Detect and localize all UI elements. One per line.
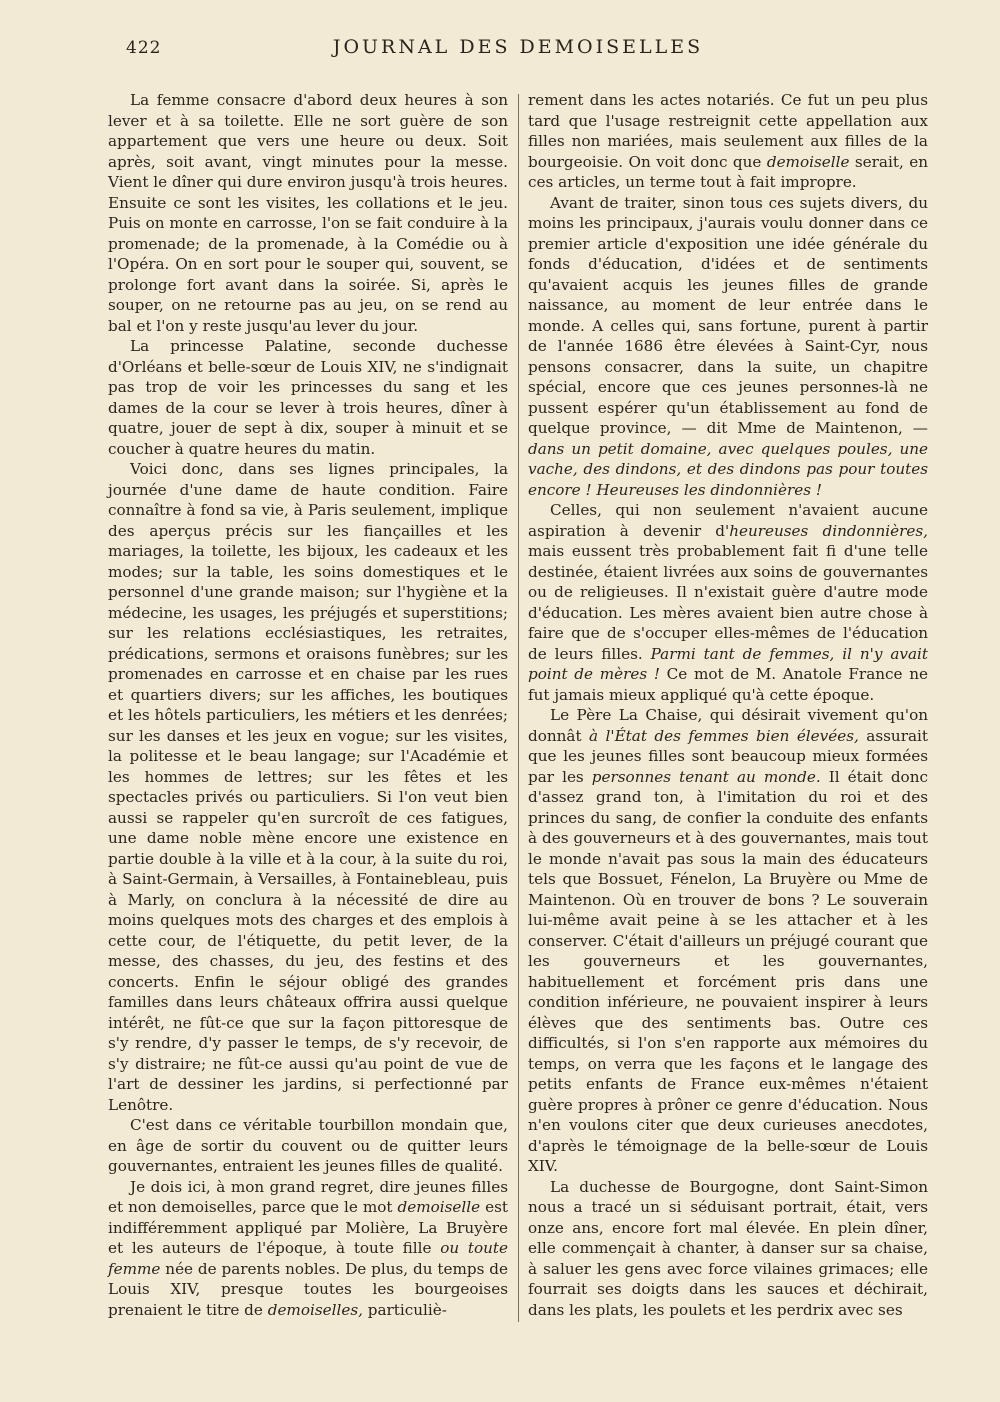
italic-text: personnes tenant au monde. xyxy=(591,767,821,786)
text-segment: mais eussent très probablement fait fi d'une telle destinée, étaient livrées aux soins de gouvernantes ou de religieuses. Il n'existait guère d'autre mode d'éducation. Les mères avaient bien autre chose à faire que de s'occuper elles-mêmes de l'éducation de leurs filles. xyxy=(528,542,928,663)
paragraph xyxy=(108,1115,508,1177)
paragraph xyxy=(528,90,928,193)
italic-text: heureuses dindonnières, xyxy=(729,521,928,540)
italic-text: à l'État des femmes bien élevées, xyxy=(589,726,859,745)
paragraph xyxy=(108,1177,508,1321)
left-column xyxy=(108,90,508,1320)
paragraph xyxy=(108,336,508,459)
text-segment: Le Père La Chaise, qui désirait vivement qu'on donnât xyxy=(528,706,928,745)
italic-text: Parmi tant de femmes, il n'y avait point de mères ! xyxy=(528,644,928,683)
text-segment: Voici donc, dans ses lignes principales, la journée d'une dame de haute condition. Faire connaître à fond sa vie, à Paris seulement, implique des aperçus précis sur les fiançailles et les mariages, la toilette, les bijoux, les cadeaux et les modes; sur la table, les soins domestiques et le personnel d'une grande maison; sur l'hygiène et la médecine, les usages, les préjugés et superstitions; sur les relations ecclésiastiques, les retraites, prédications, sermons et oraisons funèbres; sur les promenades en carrosse et en chaise par les rues et quartiers divers; sur les affiches, les boutiques et les hôtels particuliers, les métiers et les denrées; sur les danses et les jeux en vogue; sur les visites, la politesse et le beau langage; sur l'Académie et les hommes de lettres; sur les fêtes et les spectacles privés ou particuliers. Si l'on veut bien aussi se rappeler qu'en surcroît de ces fatigues, une dame noble mène encore une existence en partie double à la ville et à la cour, à la suite du roi, à Saint-Germain, à Versailles, à Fontainebleau, puis à Marly, on conclura à la nécessité de dire au moins quelques mots des charges et des emplois à cette cour, de l'étiquette, du petit lever, de la messe, des chasses, du jeu, des festins et des concerts. Enfin le séjour obligé des grandes familles dans leurs châteaux offrira aussi quelque intérêt, ne fût-ce que sur la façon pittoresque de s'y rendre, d'y passer le temps, de s'y recevoir, de s'y distraire; ne fût-ce aussi qu'au point de vue de l'art de dessiner les jardins, si perfectionné par Lenôtre. xyxy=(108,460,508,1114)
column-divider xyxy=(518,94,519,1322)
text-segment: est indifféremment appliqué par Molière, La Bruyère et les auteurs de l'époque, à toute fille xyxy=(108,1198,509,1257)
italic-text: demoiselle xyxy=(766,152,850,171)
paragraph xyxy=(528,500,928,705)
italic-text: ou toute femme xyxy=(108,1239,508,1278)
italic-text: demoiselles, xyxy=(267,1300,363,1319)
right-column xyxy=(528,90,928,1320)
text-segment: Ce mot de M. Anatole France ne fut jamais mieux appliqué qu'à cette époque. xyxy=(528,665,928,704)
italic-text: dans un petit domaine, avec quelques poules, une vache, des dindons, et des dindons pas pour toutes encore ! Heureuses les dindonnières ! xyxy=(528,439,928,499)
journal-title: JOURNAL DES DEMOISELLES xyxy=(332,36,704,58)
text-segment: Celles, qui non seulement n'avaient aucune aspiration à devenir d' xyxy=(528,501,928,540)
paragraph xyxy=(528,193,928,501)
text-segment: La princesse Palatine, seconde duchesse d'Orléans et belle-sœur de Louis XIV, ne s'indignait pas trop de voir les princesses du sang et les dames de la cour se lever à trois heures, dîner à quatre, jouer de sept à dix, souper à minuit et se coucher à quatre heures du matin. xyxy=(108,337,508,458)
page-number: 422 xyxy=(126,38,162,58)
text-segment: particuliè- xyxy=(362,1300,447,1319)
text-segment: assurait que les jeunes filles sont beaucoup mieux formées par les xyxy=(528,726,928,786)
text-segment: née de parents nobles. De plus, du temps de Louis XIV, presque toutes les bourgeoises prenaient le titre de xyxy=(108,1259,508,1319)
paragraph xyxy=(528,705,928,1177)
paragraph xyxy=(108,459,508,1115)
text-segment: Avant de traiter, sinon tous ces sujets divers, du moins les principaux, j'aurais voulu donner dans ce premier article d'exposition une idée générale du fonds d'éducation, d'idées et de sentiments qu'avaient acquis les jeunes filles de grande naissance, au moment de leur entrée dans le monde. A celles qui, sans fortune, purent à partir de l'année 1686 être élevées à Saint-Cyr, nous pensons consacrer, dans la suite, un chapitre spécial, encore que ces jeunes personnes-là ne pussent espérer qu'un établissement au fond de quelque province, — dit Mme de Maintenon, — xyxy=(528,193,928,437)
text-segment: La femme consacre d'abord deux heures à son lever et à sa toilette. Elle ne sort guère de son appartement que vers une heure ou deux. Soit après, soit avant, vingt minutes pour la messe. Vient le dîner qui dure environ jusqu'à trois heures. Ensuite ce sont les visites, les collations et le jeu. Puis on monte en carrosse, l'on se fait conduire à la promenade; de la promenade, à la Comédie ou à l'Opéra. On en sort pour le souper qui, souvent, se prolonge fort avant dans la soirée. Si, après le souper, on ne retourne pas au jeu, on se rend au bal et l'on y reste jusqu'au lever du jour. xyxy=(108,91,508,335)
text-segment: C'est dans ce véritable tourbillon mondain que, en âge de sortir du couvent ou de quitter leurs gouvernantes, entraient les jeunes filles de qualité. xyxy=(108,1116,508,1175)
text-segment: La duchesse de Bourgogne, dont Saint-Simon nous a tracé un si séduisant portrait, était, vers onze ans, encore fort mal élevée. En plein dîner, elle commençait à chanter, à danser sur sa chaise, à saluer les gens avec force vilaines grimaces; elle fourrait ses doigts dans les sauces et déchirait, dans les plats, les poulets et les perdrix avec ses xyxy=(528,1177,928,1319)
text-segment: serait, en ces articles, un terme tout à fait impropre. xyxy=(528,152,928,191)
italic-text: demoiselle xyxy=(397,1198,481,1216)
paragraph xyxy=(528,1177,928,1321)
page-header xyxy=(106,36,930,62)
text-segment: Je dois ici, à mon grand regret, dire jeunes filles et non demoiselles, parce que le mot xyxy=(108,1177,508,1216)
text-segment: rement dans les actes notariés. Ce fut un peu plus tard que l'usage restreignit cette appellation aux filles non mariées, mais seulement aux filles de la bourgeoisie. On voit donc que xyxy=(528,91,928,171)
paragraph xyxy=(108,90,508,336)
text-segment: Il était donc d'assez grand ton, à l'imitation du roi et des princes du sang, de confier la conduite des enfants à des gouverneurs et à des gouvernantes, mais tout le monde n'avait pas sous la main des éducateurs tels que Bossuet, Fénelon, La Bruyère ou Mme de Maintenon. Où en trouver de bons ? Le souverain lui-même avait peine à se les attacher et à les conserver. C'était d'ailleurs un préjugé courant que les gouverneurs et les gouvernantes, habituellement et forcément pris dans une condition inférieure, ne pouvaient inspirer à leurs élèves que des sentiments bas. Outre ces difficultés, si l'on s'en rapporte aux mémoires du temps, on verra que les façons et le langage des petits enfants de France eux-mêmes n'étaient guère propres à prôner ce genre d'éducation. Nous n'en voulons citer que deux curieuses anecdotes, d'après le témoignage de la belle-sœur de Louis XIV. xyxy=(528,767,928,1175)
